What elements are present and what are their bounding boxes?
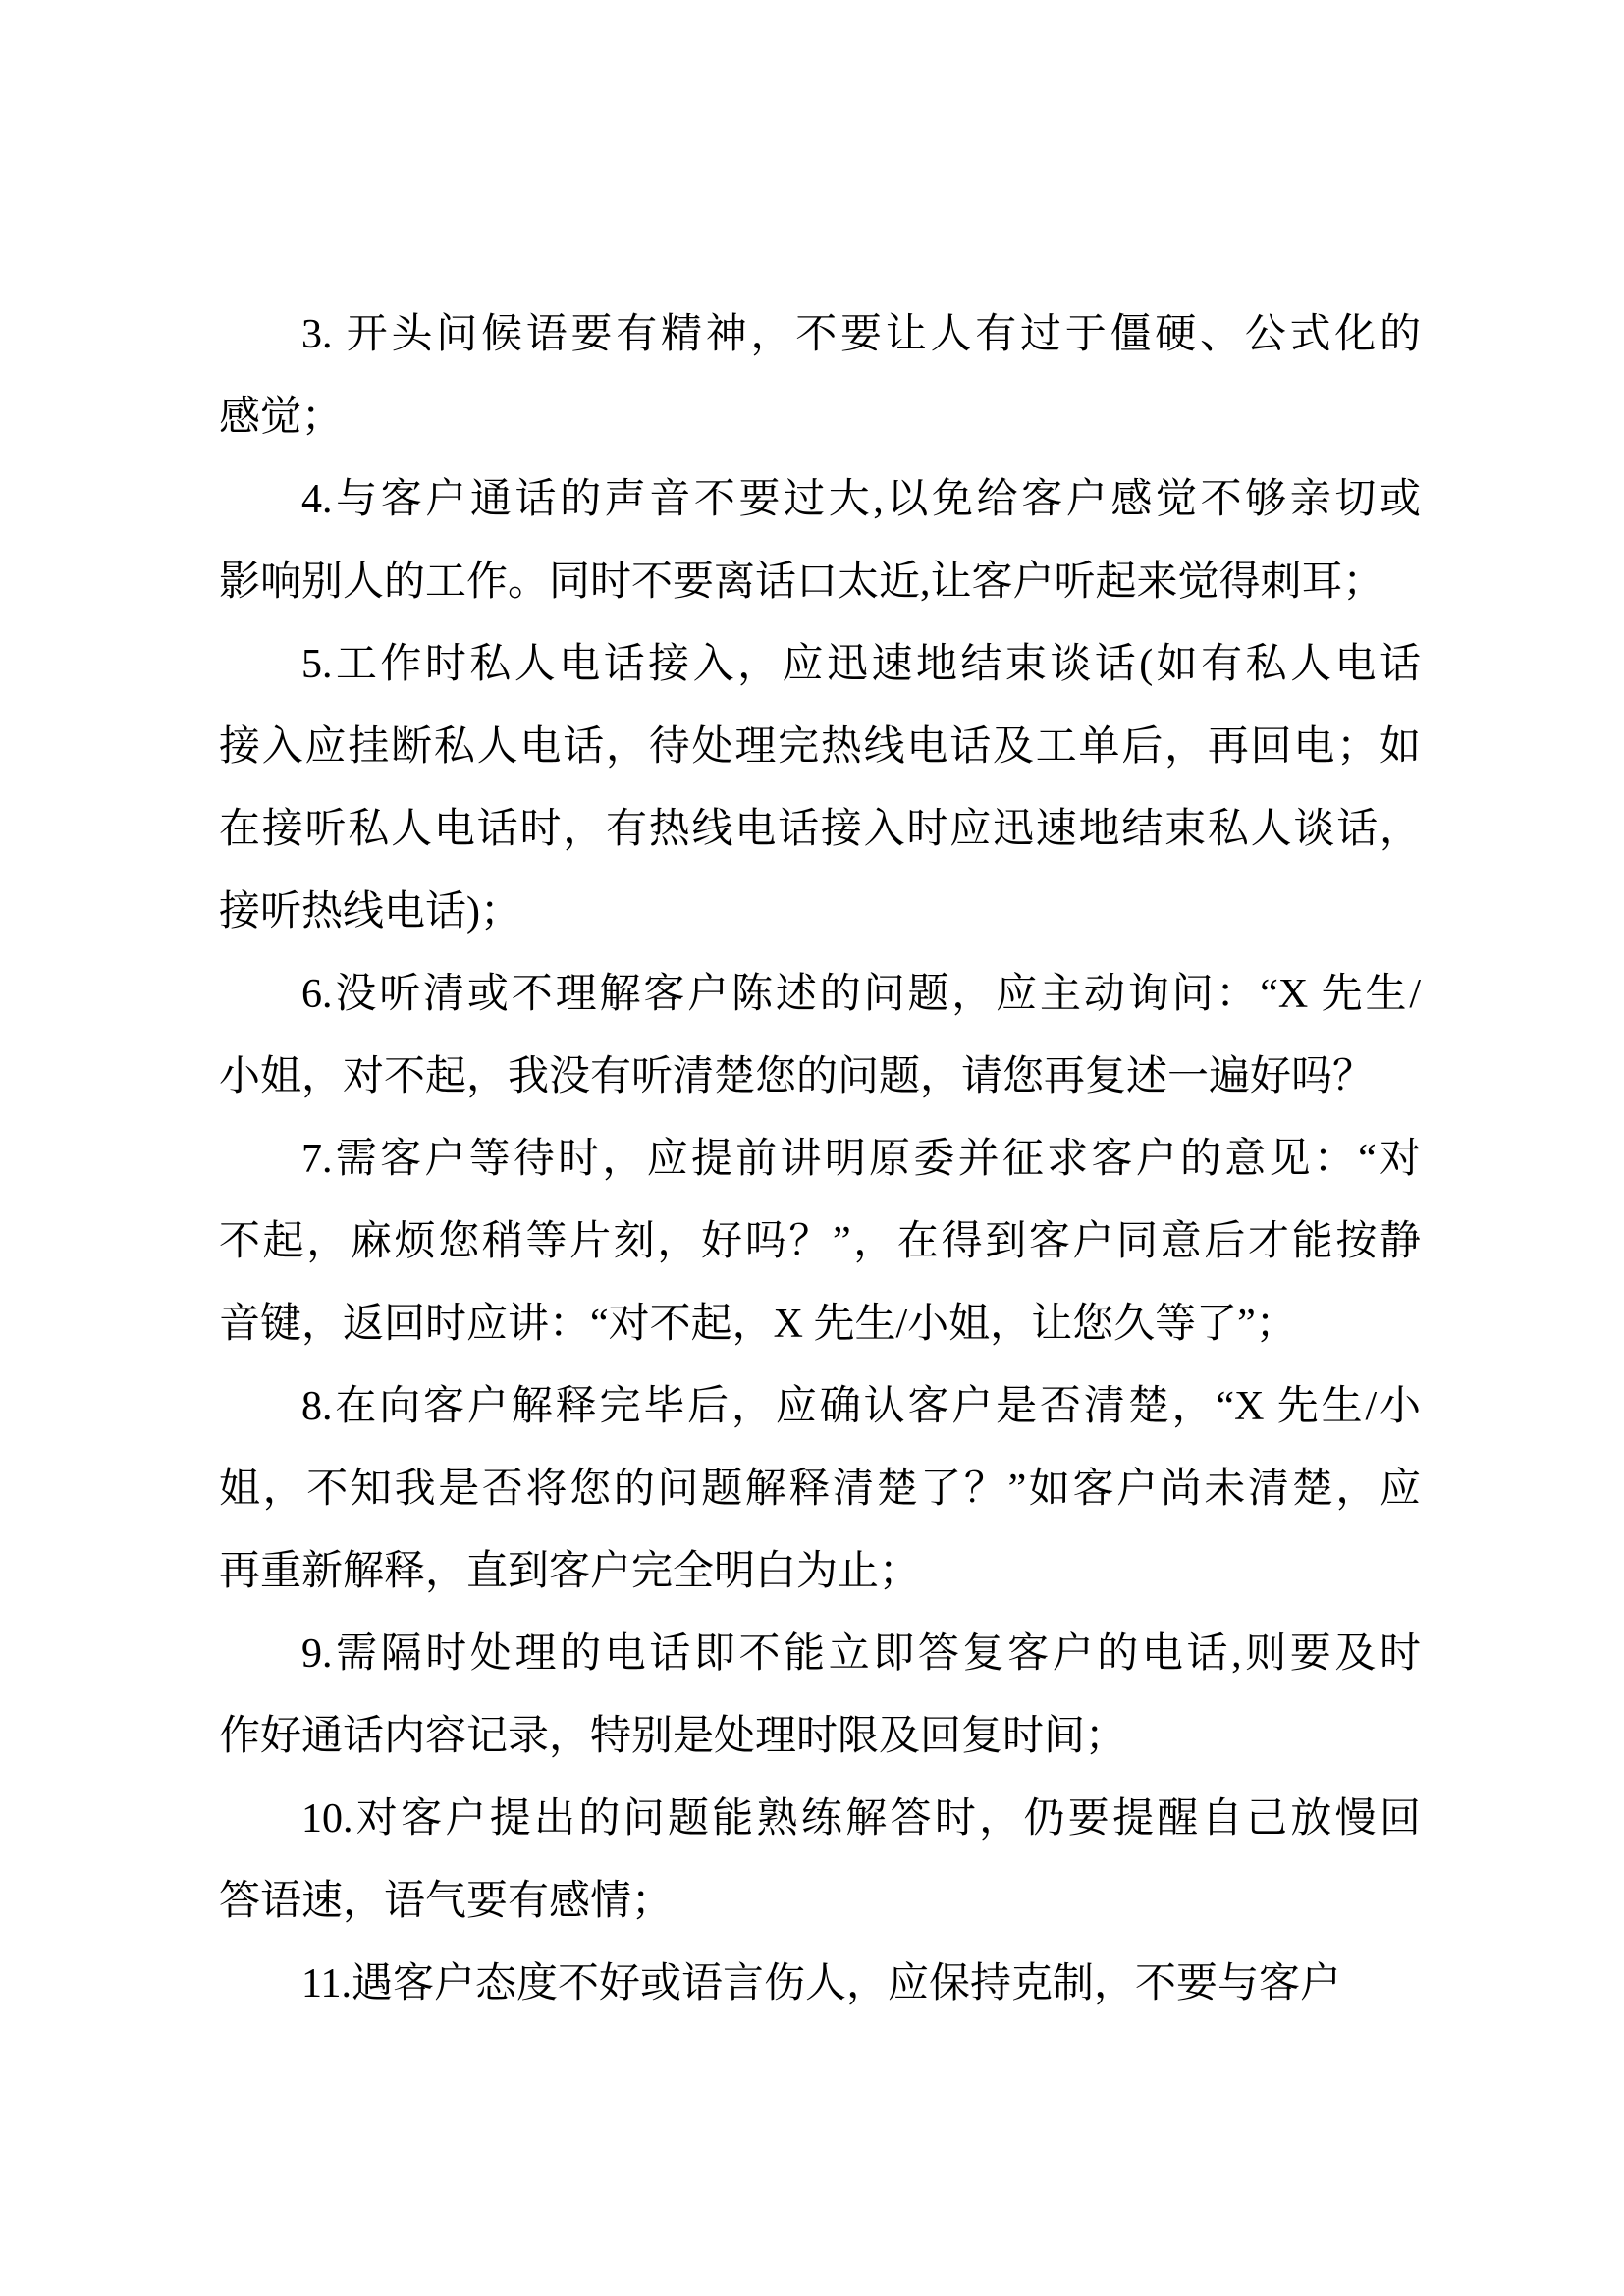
- guideline-item-8: [219, 1365, 1421, 1613]
- text-line: 小姐，对不起，我没有听清楚您的问题，请您再复述一遍好吗？: [219, 1054, 1375, 1099]
- guideline-item-5: [219, 623, 1421, 953]
- text-line: 接入应挂断私人电话，待处理完热线电话及工单后，再回电；如: [219, 724, 1421, 770]
- text-line: 4.与客户通话的声音不要过大,以免给客户感觉不够亲切或: [301, 477, 1421, 522]
- text-line: 3. 开头问候语要有精神，不要让人有过于僵硬、公式化的: [301, 312, 1421, 357]
- document-content: [219, 294, 1421, 2025]
- text-line: 音键，返回时应讲：“对不起，X 先生/小姐，让您久等了”；: [219, 1302, 1297, 1347]
- guideline-item-11: [219, 1943, 1421, 2025]
- text-line: 不起，麻烦您稍等片刻，好吗？”，在得到客户同意后才能按静: [219, 1219, 1421, 1264]
- text-line: 感觉；: [219, 395, 344, 440]
- text-line: 在接听私人电话时，有热线电话接入时应迅速地结束私人谈话，: [219, 807, 1421, 852]
- text-line: 姐，不知我是否将您的问题解释清楚了？”如客户尚未清楚，应: [219, 1467, 1421, 1512]
- text-line: 7.需客户等待时，应提前讲明原委并征求客户的意见：“对: [301, 1137, 1421, 1182]
- text-line: 答语速，语气要有感情；: [219, 1879, 674, 1924]
- text-line: 10.对客户提出的问题能熟练解答时，仍要提醒自己放慢回: [301, 1796, 1421, 1842]
- text-line: 9.需隔时处理的电话即不能立即答复客户的电话,则要及时: [301, 1631, 1421, 1677]
- text-line: 11.遇客户态度不好或语言伤人，应保持克制，不要与客户: [301, 1961, 1341, 2006]
- text-line: 5.工作时私人电话接入，应迅速地结束谈话(如有私人电话: [301, 642, 1421, 687]
- text-line: 再重新解释，直到客户完全明白为止；: [219, 1549, 921, 1594]
- guideline-item-9: [219, 1613, 1421, 1778]
- guideline-item-3: [219, 294, 1421, 458]
- guideline-item-6: [219, 953, 1421, 1118]
- text-line: 作好通话内容记录，特别是处理时限及回复时间；: [219, 1714, 1127, 1759]
- text-line: 影响别人的工作。同时不要离话口太近,让客户听起来觉得刺耳；: [219, 560, 1384, 605]
- guideline-item-10: [219, 1778, 1421, 1943]
- text-line: 6.没听清或不理解客户陈述的问题，应主动询问：“X 先生/: [301, 972, 1421, 1017]
- guideline-item-4: [219, 458, 1421, 623]
- text-line: 接听热线电话)；: [219, 889, 521, 934]
- text-line: 8.在向客户解释完毕后，应确认客户是否清楚，“X 先生/小: [301, 1384, 1421, 1429]
- guideline-item-7: [219, 1118, 1421, 1365]
